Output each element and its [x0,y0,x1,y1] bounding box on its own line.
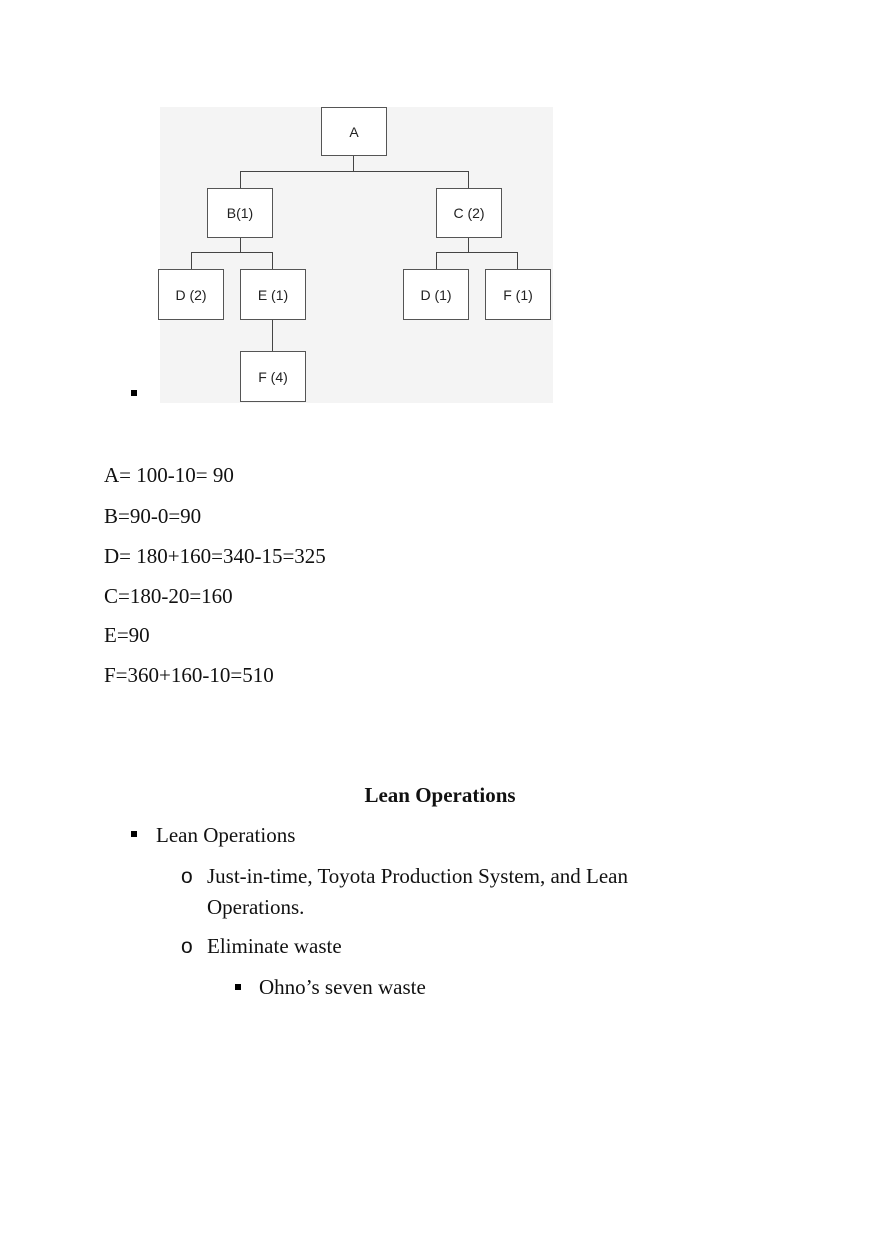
connector-c-down [468,237,469,253]
level1-bullet-icon [131,831,137,837]
connector-c-bar [436,252,518,253]
product-structure-tree [160,107,553,403]
node-f-under-e: F (4) [240,351,306,402]
level2-circle-marker-2: o [181,935,193,958]
connector-e-to-f4 [272,319,273,352]
connector-b-down [240,237,241,253]
node-d-under-b: D (2) [158,269,224,320]
calc-line-d: D= 180+160=340-15=325 [104,544,326,568]
connector-e-up [272,252,273,269]
calc-line-a: A= 100-10= 90 [104,463,234,487]
node-b: B(1) [207,188,273,238]
connector-d1-up [436,252,437,269]
connector-b-up [240,171,241,188]
level3-item: Ohno’s seven waste [259,975,426,999]
node-c: C (2) [436,188,502,238]
section-heading: Lean Operations [364,783,516,807]
calc-line-e: E=90 [104,623,150,647]
calc-line-b: B=90-0=90 [104,504,202,528]
level3-bullet-icon [235,984,241,990]
level1-item: Lean Operations [156,823,296,847]
node-e-under-b: E (1) [240,269,306,320]
diagram-bullet-icon [131,390,137,396]
level2-item-2: Eliminate waste [207,934,342,958]
connector-b-bar [191,252,273,253]
node-d-under-c: D (1) [403,269,469,320]
node-f-under-c: F (1) [485,269,551,320]
connector-c-up [468,171,469,188]
connector-a-bar [240,171,469,172]
connector-f1-up [517,252,518,269]
level2-circle-marker-1: o [181,865,193,888]
connector-a-down [353,155,354,172]
connector-d2-up [191,252,192,269]
level2-item-1: Just-in-time, Toyota Production System, and Lean Operations. [207,864,629,919]
calc-line-c: C=180-20=160 [104,584,233,608]
calc-line-f: F=360+160-10=510 [104,663,274,687]
node-a: A [321,107,387,156]
